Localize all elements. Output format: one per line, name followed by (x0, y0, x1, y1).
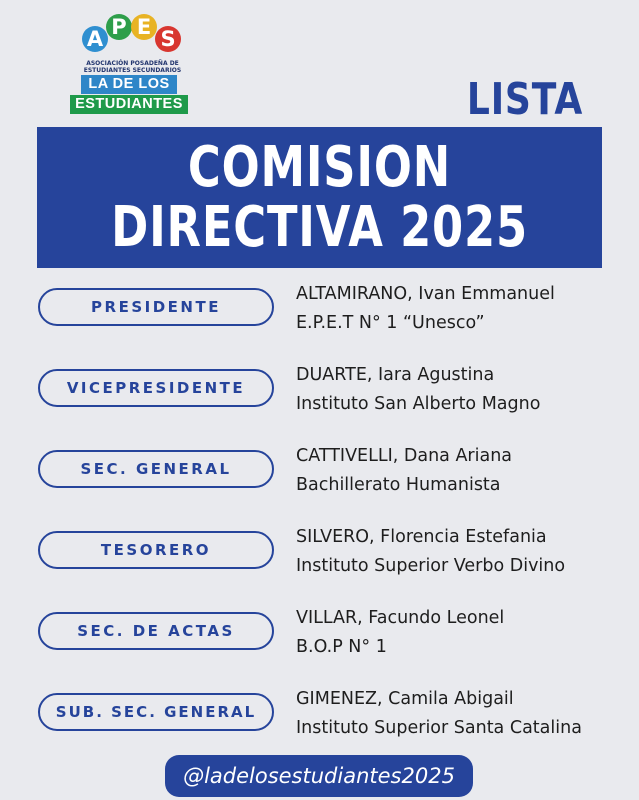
member-info (296, 523, 626, 581)
role-pill: VICEPRESIDENTE (38, 369, 274, 407)
member-name: ALTAMIRANO, Ivan Emmanuel (296, 284, 555, 304)
role-pill: TESORERO (38, 531, 274, 569)
member-school: E.P.E.T N° 1 “Unesco” (296, 313, 485, 333)
title-banner (37, 127, 602, 268)
member-name: GIMENEZ, Camila Abigail (296, 689, 514, 709)
roles-list (38, 280, 628, 766)
member-school: Instituto Superior Verbo Divino (296, 556, 566, 576)
lista-label: LISTA (466, 74, 584, 125)
logo-banner-line1: LA DE LOS (81, 75, 176, 94)
member-school: Instituto San Alberto Magno (296, 394, 541, 414)
apes-logo (70, 12, 195, 117)
member-school: B.O.P N° 1 (296, 637, 387, 657)
apes-letters (82, 12, 182, 58)
role-pill: SEC. GENERAL (38, 450, 274, 488)
role-pill: PRESIDENTE (38, 288, 274, 326)
member-name: CATTIVELLI, Dana Ariana (296, 446, 513, 466)
member-school: Instituto Superior Santa Catalina (296, 718, 582, 738)
member-school: Bachillerato Humanista (296, 475, 501, 495)
member-name: SILVERO, Florencia Estefania (296, 527, 547, 547)
logo-letter-s: S (155, 26, 181, 52)
logo-banner-line2: ESTUDIANTES (70, 95, 188, 114)
member-info (296, 361, 626, 419)
logo-letter-p: P (106, 14, 132, 40)
member-info (296, 604, 626, 662)
role-pill: SEC. DE ACTAS (38, 612, 274, 650)
logo-subtitle-line2: ESTUDIANTES SECUNDARIOS (83, 67, 182, 74)
role-row (38, 685, 628, 766)
title-line-1: COMISION (187, 134, 452, 200)
logo-subtitle-line1: ASOCIACIÓN POSADEÑA DE (86, 60, 179, 67)
member-info (296, 280, 626, 338)
logo-banner (70, 75, 188, 114)
member-name: VILLAR, Facundo Leonel (296, 608, 505, 628)
role-row (38, 280, 628, 361)
role-row (38, 604, 628, 685)
logo-subtitle (70, 60, 195, 74)
member-name: DUARTE, Iara Agustina (296, 365, 495, 385)
member-info (296, 685, 626, 743)
logo-letter-e: E (131, 14, 157, 40)
title-line-2: DIRECTIVA 2025 (111, 194, 528, 260)
role-row (38, 523, 628, 604)
role-pill: SUB. SEC. GENERAL (38, 693, 274, 731)
social-handle: @ladelosestudiantes2025 (165, 755, 473, 797)
logo-letter-a: A (82, 26, 108, 52)
role-row (38, 361, 628, 442)
member-info (296, 442, 626, 500)
role-row (38, 442, 628, 523)
